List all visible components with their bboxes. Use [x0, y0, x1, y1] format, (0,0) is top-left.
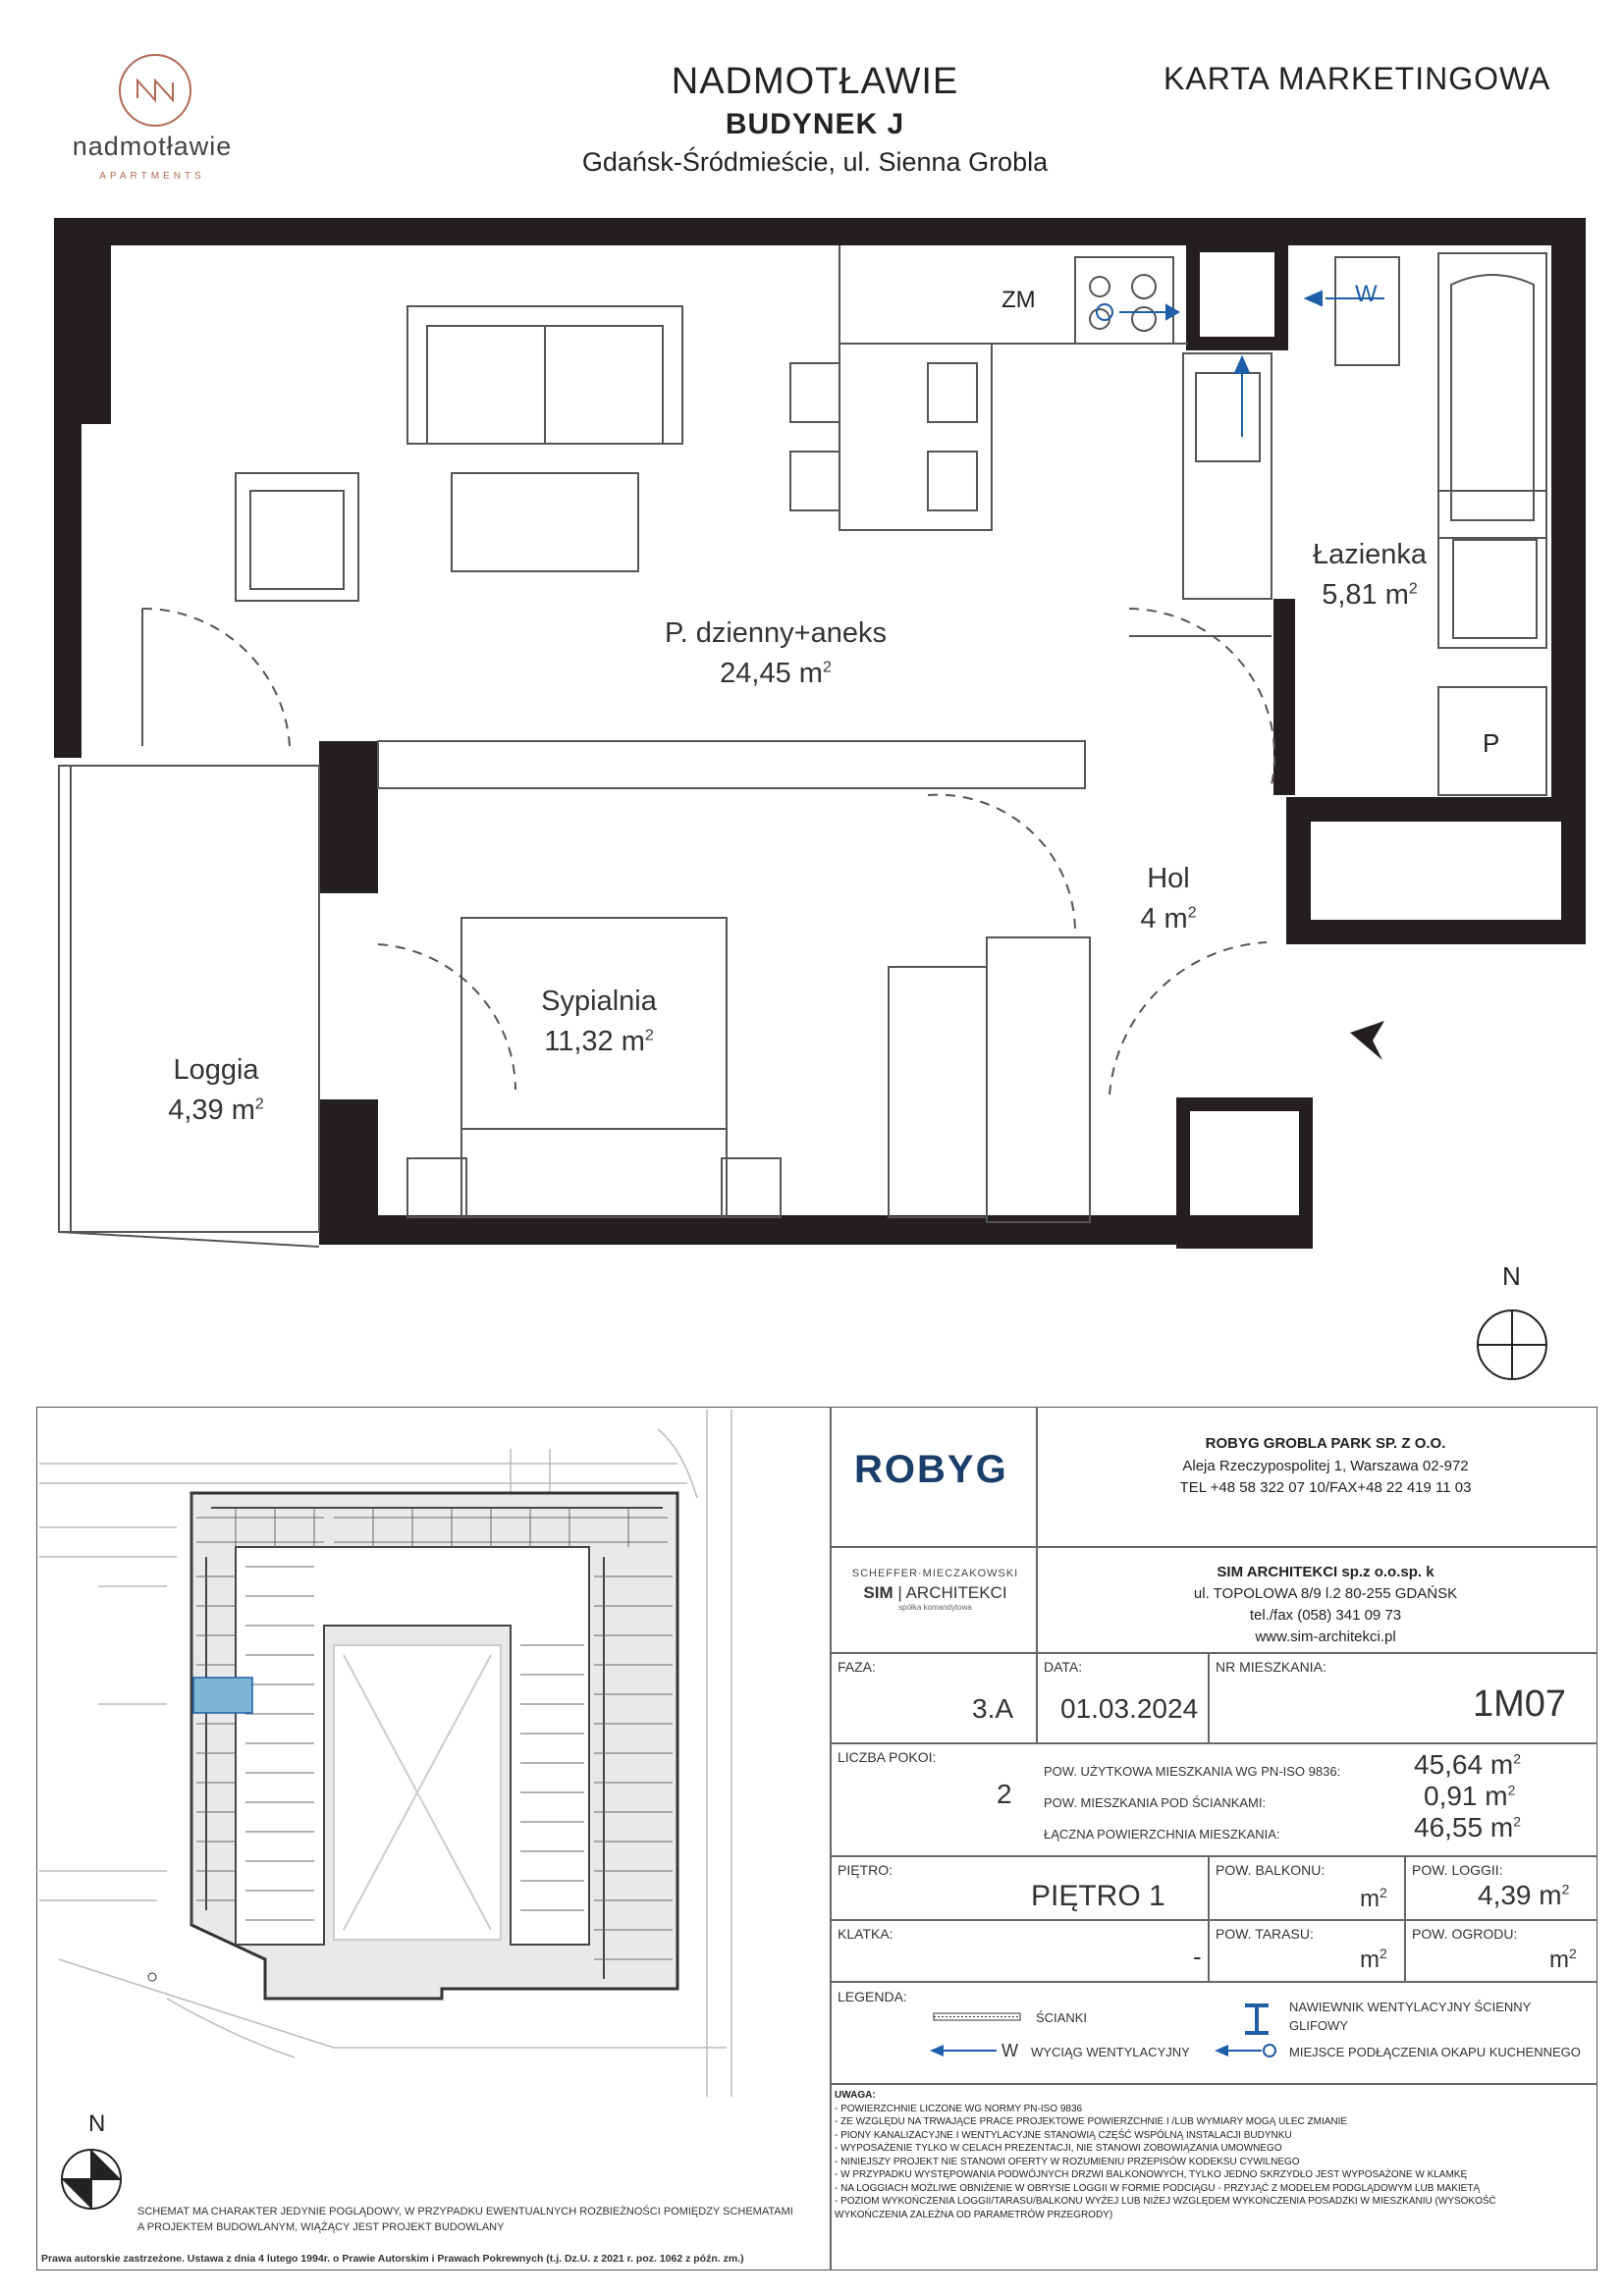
developer-address: Aleja Rzeczypospolitej 1, Warszawa 02-972 — [1182, 1458, 1469, 1474]
notes — [835, 2089, 1591, 2221]
note-item: - PIONY KANALIZACYJNE I WENTYLACYJNE STANOWIĄ CZĘŚĆ WSPÓLNĄ INSTALACJI BUDYNKU — [835, 2129, 1292, 2141]
note-item: - ZE WZGLĘDU NA TRWAJĄCE PRACE PROJEKTOWE POWIERZCHNIE I /LUB WYMIARY MOGĄ ULEC ZMIANIE — [835, 2116, 1348, 2127]
room-living: P. dzienny+aneks 24,45 $m^2$ — [665, 617, 887, 689]
legend-inlet-icon — [1242, 2002, 1272, 2036]
architect-address: ul. TOPOLOWA 8/9 l.2 80-255 GDAŃSK — [1193, 1585, 1458, 1602]
note-item: WYKOŃCZENIA ZALEŻNA OD PARAMETRÓW PRZEGRODY) — [835, 2209, 1113, 2220]
building-title: BUDYNEK J — [725, 108, 905, 140]
room-bedroom: Sypialnia 11,32 $m^2$ — [541, 986, 657, 1057]
legend-hood: MIEJSCE PODŁĄCZENIA OKAPU KUCHENNEGO — [1289, 2045, 1581, 2059]
ps-label: POW. MIESZKANIA POD ŚCIANKAMI: — [1044, 1795, 1267, 1810]
notes-title: UWAGA: — [835, 2090, 876, 2101]
pu-label: POW. UŻYTKOWA MIESZKANIA WG PN-ISO 9836: — [1044, 1764, 1341, 1779]
balkon-label: POW. BALKONU: — [1216, 1862, 1326, 1878]
taras-unit: $m^2$ — [1360, 1946, 1387, 1973]
legend-vent-w: W — [1001, 2041, 1018, 2060]
legend-inlet-2: GLIFOWY — [1289, 2018, 1348, 2033]
pietro-label: PIĘTRO: — [838, 1862, 893, 1878]
tb-hline — [830, 1855, 1597, 1857]
taras-label: POW. TARASU: — [1216, 1926, 1314, 1942]
zm-mark: ZM — [1001, 287, 1036, 313]
legend-hood-icon — [1213, 2042, 1281, 2059]
room-bathroom: Łazienka 5,81 $m^2$ — [1312, 539, 1428, 611]
tb-hline — [830, 1919, 1597, 1921]
architect-name: SIM ARCHITEKCI sp.z o.o.sp. k — [1217, 1564, 1435, 1580]
note-item: - W PRZYPADKU WYSTĘPOWANIA PODWÓJNYCH DRZWI BALKONOWYCH, TYLKO JEDNO SKRZYDŁO JEST WYPOSAŻONE W KLAMKĘ — [835, 2169, 1468, 2180]
architect-tel: tel./fax (058) 341 09 73 — [1249, 1607, 1402, 1624]
tb-vline — [1208, 1652, 1210, 1742]
architect-logo-top: SCHEFFER·MIECZAKOWSKI — [851, 1568, 1019, 1579]
tb-hline — [830, 2083, 1597, 2085]
data-label: DATA: — [1044, 1659, 1083, 1675]
architect-web: www.sim-architekci.pl — [1255, 1629, 1396, 1645]
legend-wall-symbol — [933, 2010, 1021, 2024]
divider — [830, 1407, 832, 2270]
architect-logo-small: spółka komandytowa — [898, 1603, 972, 1612]
copyright: Prawa autorskie zastrzeżone. Ustawa z dnia 4 lutego 1994r. o Prawie Autorskim i Prawach Pokrewnych (t.j. Dz.U. z 2021 r. poz. 1062 z późn. zm.) — [41, 2253, 744, 2265]
architect-logo-sim: SIM — [863, 1583, 893, 1602]
tb-vline — [1404, 1855, 1406, 1981]
ogrod-label: POW. OGRODU: — [1412, 1926, 1518, 1942]
tb-hline — [830, 1981, 1597, 1983]
architect-logo: SCHEFFER·MIECZAKOWSKI SIM | ARCHITEKCI spółka komandytowa — [839, 1568, 1031, 1612]
klatka-value: - — [1193, 1942, 1202, 1971]
faza-value: 3.A — [972, 1693, 1014, 1724]
address: Gdańsk-Śródmieście, ul. Sienna Grobla — [581, 147, 1049, 177]
logo-sub: APARTMENTS — [99, 171, 205, 182]
room-loggia: Loggia 4,39 $m^2$ — [168, 1054, 264, 1126]
tb-hline — [830, 1652, 1597, 1654]
pokoi-value: 2 — [997, 1779, 1012, 1809]
key-north-label: N — [88, 2110, 106, 2137]
schema-note: SCHEMAT MA CHARAKTER JEDYNIE POGLĄDOWY, W PRZYPADKU EWENTUALNYCH ROZBIEŻNOŚCI POMIĘDZY SCHEMATAMI A PROJEKTEM BUDOWLANYM, WIĄŻĄCY JEST PROJEKT BUDOWLANY — [137, 2206, 793, 2233]
pl-label: ŁĄCZNA POWIERZCHNIA MIESZKANIA: — [1044, 1827, 1280, 1842]
legend-inlet: NAWIEWNIK WENTYLACYJNY ŚCIENNY — [1289, 2000, 1532, 2014]
balkon-unit: $m^2$ — [1360, 1885, 1387, 1912]
room-hall: Hol 4 $m^2$ — [1140, 863, 1197, 934]
note-item: - POWIERZCHNIE LICZONE WG NORMY PN-ISO 9836 — [835, 2103, 1083, 2114]
architect-logo-ark: ARCHITEKCI — [905, 1583, 1007, 1602]
compass-icon — [57, 2145, 126, 2214]
note-item: - NA LOGGIACH MOŻLIWE OBNIŻENIE W OBRYSIE LOGGII W FORMIE PODCIĄGU - PRZYJĄĆ Z MODELEM PODGLĄDOWYM LUB MAKIETĄ — [835, 2182, 1481, 2194]
card-title: KARTA MARKETINGOWA — [1164, 61, 1551, 96]
note-item: - NINIEJSZY PROJEKT NIE STANOWI OFERTY W ROZUMIENIU PRZEPISÓW KODEKSU CYWILNEGO — [835, 2156, 1300, 2167]
tb-vline — [1036, 1407, 1038, 1652]
key-plan — [39, 1410, 828, 2097]
pl-value: 46,55 $m^2$ — [1414, 1812, 1521, 1842]
loggia-value: 4,39 $m^2$ — [1478, 1880, 1570, 1910]
legend-vent-arrow-icon — [928, 2042, 1036, 2059]
ogrod-unit: $m^2$ — [1549, 1946, 1577, 1973]
pietro-value: PIĘTRO 1 — [1031, 1880, 1165, 1912]
developer-tel: TEL +48 58 322 07 10/FAX+48 22 419 11 03 — [1179, 1479, 1472, 1496]
legend-exhaust: WYCIĄG WENTYLACYJNY — [1031, 2045, 1190, 2059]
project-title: NADMOTŁAWIE — [671, 61, 959, 102]
p-mark: P — [1483, 728, 1500, 758]
highlighted-unit — [193, 1678, 252, 1713]
tb-hline — [830, 1546, 1597, 1548]
developer-name: ROBYG GROBLA PARK SP. Z O.O. — [1205, 1435, 1446, 1452]
robyg-brand: ROBYG — [854, 1448, 1008, 1491]
vent-w-mark: W — [1355, 281, 1378, 307]
legend-walls: ŚCIANKI — [1036, 2010, 1088, 2025]
data-value: 01.03.2024 — [1060, 1693, 1199, 1724]
legend-title: LEGENDA: — [838, 1989, 907, 2004]
tb-vline — [1036, 1652, 1038, 1742]
logo-word: nadmotławie — [72, 132, 233, 161]
tb-hline — [830, 1742, 1597, 1744]
pokoi-label: LICZBA POKOI: — [838, 1749, 937, 1765]
note-item: - POZIOM WYKOŃCZENIA LOGGII/TARASU/BALKONU WYŻEJ LUB NIŻEJ WZGLĘDEM WYKOŃCZENIA POSADZKI W MIESZKANIU (WYSOKOŚĆ — [835, 2196, 1496, 2207]
pu-value: 45,64 $m^2$ — [1414, 1749, 1521, 1780]
tb-vline — [1208, 1855, 1210, 1981]
nr-value: 1M07 — [1473, 1683, 1567, 1725]
ps-value: 0,91 $m^2$ — [1424, 1781, 1516, 1811]
faza-label: FAZA: — [838, 1659, 876, 1675]
klatka-label: KLATKA: — [838, 1926, 893, 1942]
nr-label: NR MIESZKANIA: — [1216, 1659, 1326, 1675]
note-item: - WYPOSAŻENIE TYLKO W CELACH PREZENTACJI, NIE STANOWI ZOBOWIĄZANIA UMOWNEGO — [835, 2143, 1282, 2154]
north-label: N — [1502, 1261, 1521, 1291]
loggia-label: POW. LOGGII: — [1412, 1862, 1503, 1878]
